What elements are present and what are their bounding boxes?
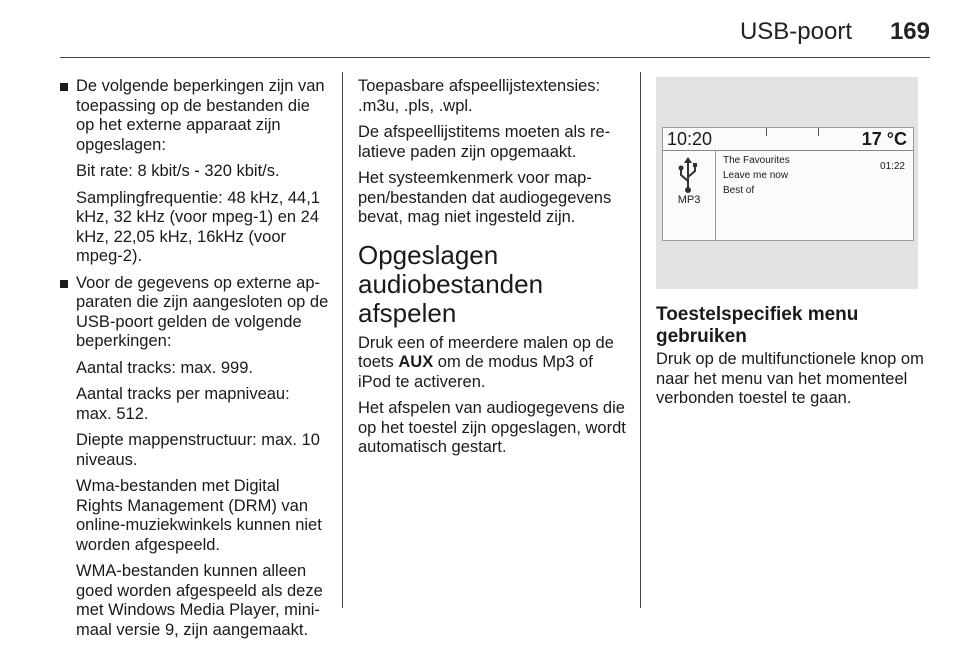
lcd-tick [818, 128, 819, 136]
usb-icon [677, 157, 699, 193]
playlist-paths-text: De afspeellijstitems moeten als relatieve paden zijn opgemaakt. [358, 123, 611, 161]
column-2 [358, 77, 626, 465]
bullet-external-devices: Voor de gegevens op externe apparaten die zijn aangesloten op de USB-poort gelden de volgende beperkingen: [60, 274, 330, 352]
lcd-track-list [723, 153, 790, 198]
depth-text: Diepte mappenstructuur: max. 10 niveaus. [76, 431, 320, 469]
lcd-status-bar [663, 128, 913, 151]
sampling-text: Samplingfrequentie: 48 kHz, 44,1 kHz, 32 kHz (voor mpeg-1) en 24 kHz, 22,05 kHz, 16kHz (voor mpeg-2). [76, 188, 320, 265]
autostart-text: Het afspelen van audiogegevens die op het toestel zijn opgeslagen, wordt automatisch gestart. [358, 399, 626, 456]
page-header [60, 0, 930, 54]
tracks-text: Aantal tracks: max. 999. [76, 358, 253, 377]
subsection-title: Toestelspecifiek menu gebruiken [656, 304, 859, 347]
column-3 [656, 304, 926, 416]
aux-key-label: AUX [398, 353, 434, 371]
system-attr-text: Het systeemkenmerk voor mappen/bestanden dat audiogegevens bevat, mag niet ingesteld zijn. [358, 169, 612, 226]
lcd-duration: 01:22 [879, 161, 905, 172]
wma-drm-text: Wma-bestanden met Digital Rights Management (DRM) van online-muziekwinkels kunnen niet worden afgespeeld. [76, 477, 322, 554]
column-divider-2 [640, 72, 641, 608]
menu-instruction: Druk op de multifunctionele knop om naar het menu van het momenteel verbonden toestel te gaan. [656, 350, 924, 407]
wma-play-text: WMA-bestanden kunnen alleen goed worden afgespeeld als deze met Windows Media Player, minimaal versie 9, zijn aangemaakt. [76, 562, 323, 639]
lcd-body [663, 151, 913, 240]
lcd-list-item: Leave me now [723, 170, 789, 181]
playlist-ext-text: Toepasbare afspeellijstextensies: .m3u, .pls, .wpl. [358, 77, 601, 115]
column-divider-1 [342, 72, 343, 608]
play-pre: Druk een of meerdere malen op de toets [358, 333, 614, 371]
lcd-mode-label: MP3 [677, 194, 701, 206]
play-instruction [358, 334, 626, 393]
lcd-display [662, 127, 914, 241]
lcd-tick [766, 128, 767, 136]
bullet-restrictions: De volgende beperkingen zijn van toepassing op de bestanden die op het externe apparaat zijn opgeslagen: [60, 77, 330, 155]
bitrate-text: Bit rate: 8 kbit/s - 320 kbit/s. [76, 162, 280, 180]
display-screenshot [656, 77, 918, 289]
header-rule [60, 57, 930, 58]
page-number: 169 [889, 18, 930, 45]
lcd-temperature: 17 °C [861, 129, 907, 149]
play-post: om de modus Mp3 of iPod te activeren. [358, 353, 593, 391]
page-title: USB-poort [739, 18, 852, 45]
column-1 [60, 77, 330, 647]
lcd-list-item: Best of [723, 185, 755, 196]
lcd-list-item: The Favourites [723, 155, 790, 166]
tracks-per-level-text: Aantal tracks per mapniveau: max. 512. [76, 385, 290, 423]
lcd-source-box [663, 151, 716, 240]
lcd-time: 10:20 [667, 129, 713, 149]
section-title: Opgeslagen audiobestanden afspelen [358, 239, 544, 328]
